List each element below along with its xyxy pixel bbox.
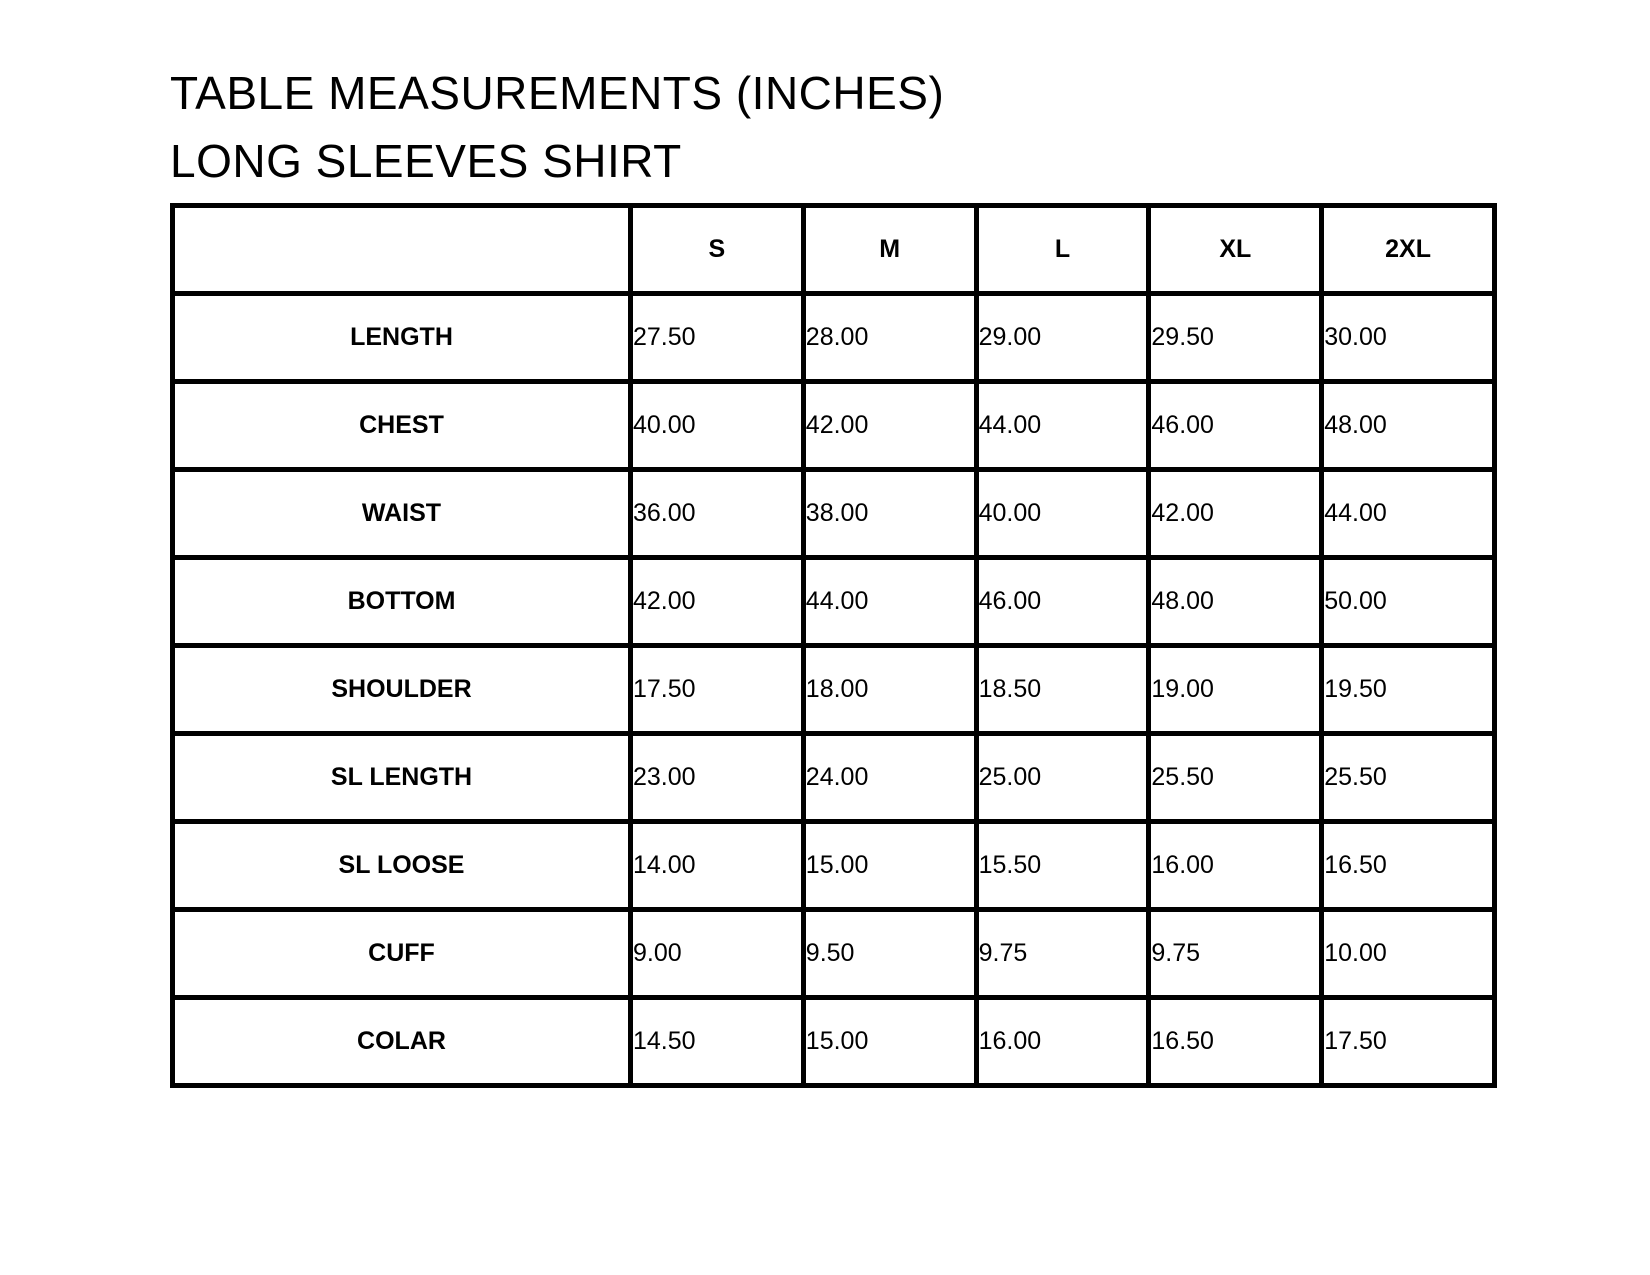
row-label: SL LOOSE: [173, 822, 631, 910]
page-title: TABLE MEASUREMENTS (INCHES): [170, 67, 945, 119]
measurement-cell: 18.00: [803, 646, 976, 734]
header-size-m: M: [803, 206, 976, 294]
measurement-cell: 40.00: [976, 470, 1149, 558]
measurement-cell: 9.50: [803, 910, 976, 998]
measurement-cell: 29.50: [1149, 294, 1322, 382]
table-row: [173, 998, 1495, 1086]
table-row: [173, 558, 1495, 646]
measurement-cell: 48.00: [1149, 558, 1322, 646]
measurement-cell: 17.50: [631, 646, 804, 734]
measurement-cell: 25.50: [1149, 734, 1322, 822]
measurement-cell: 15.00: [803, 998, 976, 1086]
measurement-cell: 24.00: [803, 734, 976, 822]
measurement-cell: 25.00: [976, 734, 1149, 822]
header-size-xl: XL: [1149, 206, 1322, 294]
measurement-cell: 14.50: [631, 998, 804, 1086]
row-label: BOTTOM: [173, 558, 631, 646]
measurement-cell: 9.75: [1149, 910, 1322, 998]
measurement-cell: 23.00: [631, 734, 804, 822]
page-subtitle: LONG SLEEVES SHIRT: [170, 135, 682, 187]
row-label: SL LENGTH: [173, 734, 631, 822]
measurement-cell: 9.00: [631, 910, 804, 998]
measurement-cell: 16.00: [976, 998, 1149, 1086]
table-row: [173, 822, 1495, 910]
measurement-cell: 36.00: [631, 470, 804, 558]
measurement-cell: 27.50: [631, 294, 804, 382]
measurement-cell: 16.50: [1149, 998, 1322, 1086]
table-row: [173, 382, 1495, 470]
measurement-cell: 40.00: [631, 382, 804, 470]
row-label: COLAR: [173, 998, 631, 1086]
row-label: CHEST: [173, 382, 631, 470]
measurement-cell: 16.50: [1322, 822, 1495, 910]
row-label: LENGTH: [173, 294, 631, 382]
header-size-l: L: [976, 206, 1149, 294]
measurement-cell: 18.50: [976, 646, 1149, 734]
measurement-cell: 42.00: [803, 382, 976, 470]
measurement-cell: 9.75: [976, 910, 1149, 998]
table-row: [173, 734, 1495, 822]
measurement-cell: 14.00: [631, 822, 804, 910]
row-label: WAIST: [173, 470, 631, 558]
measurement-cell: 25.50: [1322, 734, 1495, 822]
table-header-row: [173, 206, 1495, 294]
measurement-cell: 42.00: [631, 558, 804, 646]
table-row: [173, 294, 1495, 382]
row-label: SHOULDER: [173, 646, 631, 734]
table-row: [173, 910, 1495, 998]
measurement-cell: 44.00: [976, 382, 1149, 470]
measurement-cell: 15.50: [976, 822, 1149, 910]
measurement-cell: 44.00: [1322, 470, 1495, 558]
measurement-cell: 16.00: [1149, 822, 1322, 910]
measurement-cell: 15.00: [803, 822, 976, 910]
row-label: CUFF: [173, 910, 631, 998]
measurement-cell: 44.00: [803, 558, 976, 646]
header-corner-cell: [173, 206, 631, 294]
measurement-cell: 19.50: [1322, 646, 1495, 734]
measurement-cell: 48.00: [1322, 382, 1495, 470]
table-row: [173, 470, 1495, 558]
size-chart-table: [170, 203, 1497, 1088]
measurement-cell: 10.00: [1322, 910, 1495, 998]
header-size-s: S: [631, 206, 804, 294]
measurement-cell: 19.00: [1149, 646, 1322, 734]
measurement-cell: 46.00: [976, 558, 1149, 646]
measurement-cell: 28.00: [803, 294, 976, 382]
measurement-cell: 50.00: [1322, 558, 1495, 646]
table-row: [173, 646, 1495, 734]
measurement-cell: 46.00: [1149, 382, 1322, 470]
measurement-cell: 38.00: [803, 470, 976, 558]
measurement-cell: 42.00: [1149, 470, 1322, 558]
measurement-cell: 30.00: [1322, 294, 1495, 382]
measurement-cell: 17.50: [1322, 998, 1495, 1086]
header-size-2xl: 2XL: [1322, 206, 1495, 294]
measurement-cell: 29.00: [976, 294, 1149, 382]
